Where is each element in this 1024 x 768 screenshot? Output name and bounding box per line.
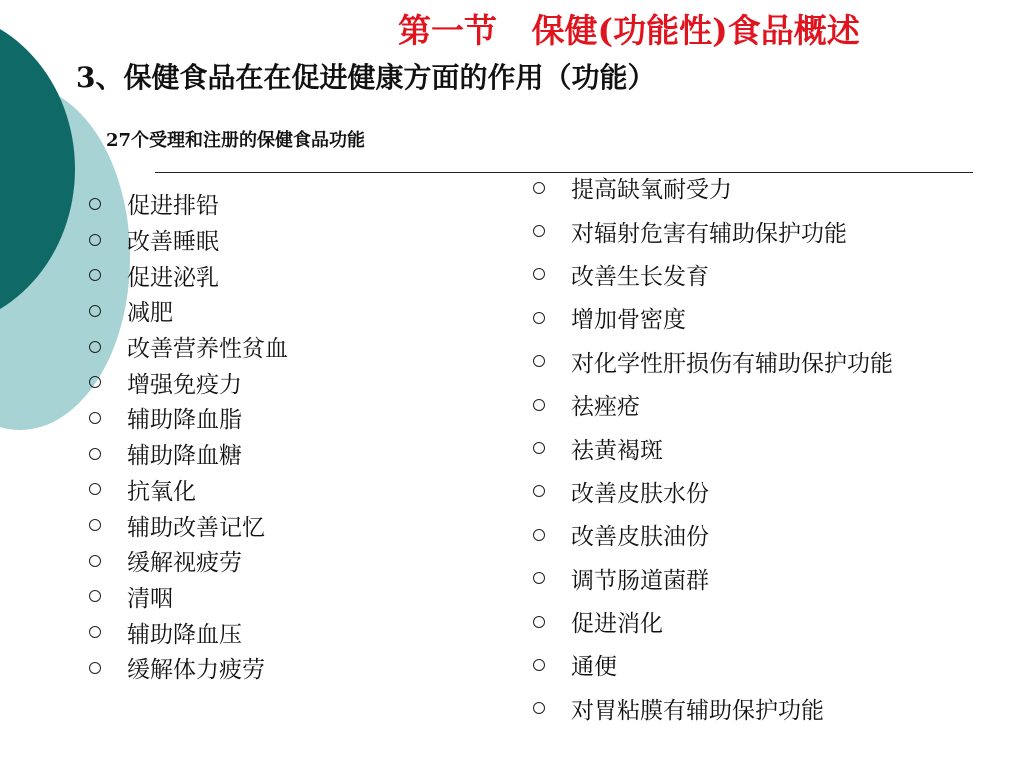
list-item xyxy=(86,579,288,615)
bullet-icon xyxy=(533,312,545,324)
list-item xyxy=(530,687,893,730)
list-item xyxy=(86,329,288,365)
list-item xyxy=(530,296,893,339)
bullet-icon xyxy=(89,626,101,638)
list-item xyxy=(86,400,288,436)
list-item xyxy=(86,186,288,222)
bullet-icon xyxy=(533,616,545,628)
bullet-icon xyxy=(533,225,545,237)
bullet-icon xyxy=(533,355,545,367)
bullet-icon xyxy=(89,376,101,388)
list-item xyxy=(530,470,893,513)
bullet-icon xyxy=(89,483,101,495)
list-item-text: 改善睡眠 xyxy=(127,229,219,256)
list-item xyxy=(530,340,893,383)
bullet-icon xyxy=(89,198,101,210)
list-item xyxy=(86,472,288,508)
list-item xyxy=(86,436,288,472)
bullet-icon xyxy=(89,305,101,317)
function-list-right xyxy=(530,166,893,730)
bullet-icon xyxy=(89,269,101,281)
list-item xyxy=(86,614,288,650)
list-item-text: 辅助降血脂 xyxy=(127,407,242,434)
bullet-icon xyxy=(533,702,545,714)
list-item-text: 缓解体力疲劳 xyxy=(127,657,265,684)
bullet-icon xyxy=(89,662,101,674)
function-list-left xyxy=(86,186,288,686)
list-item xyxy=(530,557,893,600)
bullet-icon xyxy=(533,485,545,497)
list-item xyxy=(530,426,893,469)
list-item-text: 改善皮肤水份 xyxy=(571,480,709,507)
list-item-text: 对胃粘膜有辅助保护功能 xyxy=(571,697,824,724)
list-item xyxy=(86,257,288,293)
list-caption: 27个受理和注册的保健食品功能 xyxy=(106,130,366,151)
bullet-icon xyxy=(89,234,101,246)
list-item-text: 改善营养性贫血 xyxy=(127,336,288,363)
bullet-icon xyxy=(89,555,101,567)
bullet-icon xyxy=(533,659,545,671)
list-item xyxy=(530,209,893,252)
list-item-text: 促进消化 xyxy=(571,611,663,638)
list-item-text: 辅助降血压 xyxy=(127,621,242,648)
bullet-icon xyxy=(89,341,101,353)
bullet-icon xyxy=(89,590,101,602)
list-item-text: 清咽 xyxy=(127,585,173,612)
list-item xyxy=(86,222,288,258)
slide-title: 第一节 保健(功能性)食品概述 xyxy=(398,11,860,50)
list-item-text: 增加骨密度 xyxy=(571,307,686,334)
list-item-text: 缓解视疲劳 xyxy=(127,550,242,577)
list-item-text: 减肥 xyxy=(127,300,173,327)
list-item-text: 辅助改善记忆 xyxy=(127,514,265,541)
list-item-text: 抗氧化 xyxy=(127,478,196,505)
bullet-icon xyxy=(89,519,101,531)
list-item xyxy=(86,293,288,329)
list-item-text: 调节肠道菌群 xyxy=(571,567,709,594)
bullet-icon xyxy=(533,268,545,280)
bullet-icon xyxy=(533,572,545,584)
list-item-text: 对化学性肝损伤有辅助保护功能 xyxy=(571,350,893,377)
list-item xyxy=(86,364,288,400)
list-item xyxy=(86,543,288,579)
list-item xyxy=(530,166,893,209)
list-item-text: 通便 xyxy=(571,654,617,681)
list-item-text: 改善生长发育 xyxy=(571,263,709,290)
slide-subtitle: 3、保健食品在在促进健康方面的作用（功能） xyxy=(76,61,656,94)
bullet-icon xyxy=(89,448,101,460)
list-item xyxy=(86,650,288,686)
list-item xyxy=(86,507,288,543)
list-item xyxy=(530,600,893,643)
list-item xyxy=(530,643,893,686)
list-item-text: 对辐射危害有辅助保护功能 xyxy=(571,220,847,247)
bullet-icon xyxy=(533,529,545,541)
bullet-icon xyxy=(533,182,545,194)
list-item xyxy=(530,383,893,426)
list-item-text: 改善皮肤油份 xyxy=(571,524,709,551)
list-item xyxy=(530,513,893,556)
list-item-text: 提高缺氧耐受力 xyxy=(571,177,732,204)
bullet-icon xyxy=(533,442,545,454)
list-item-text: 祛黄褐斑 xyxy=(571,437,663,464)
list-item-text: 祛痤疮 xyxy=(571,394,640,421)
bullet-icon xyxy=(533,399,545,411)
bullet-icon xyxy=(89,412,101,424)
list-item-text: 辅助降血糖 xyxy=(127,443,242,470)
list-item-text: 促进泌乳 xyxy=(127,264,219,291)
list-item xyxy=(530,253,893,296)
list-item-text: 促进排铅 xyxy=(127,193,219,220)
list-item-text: 增强免疫力 xyxy=(127,371,242,398)
